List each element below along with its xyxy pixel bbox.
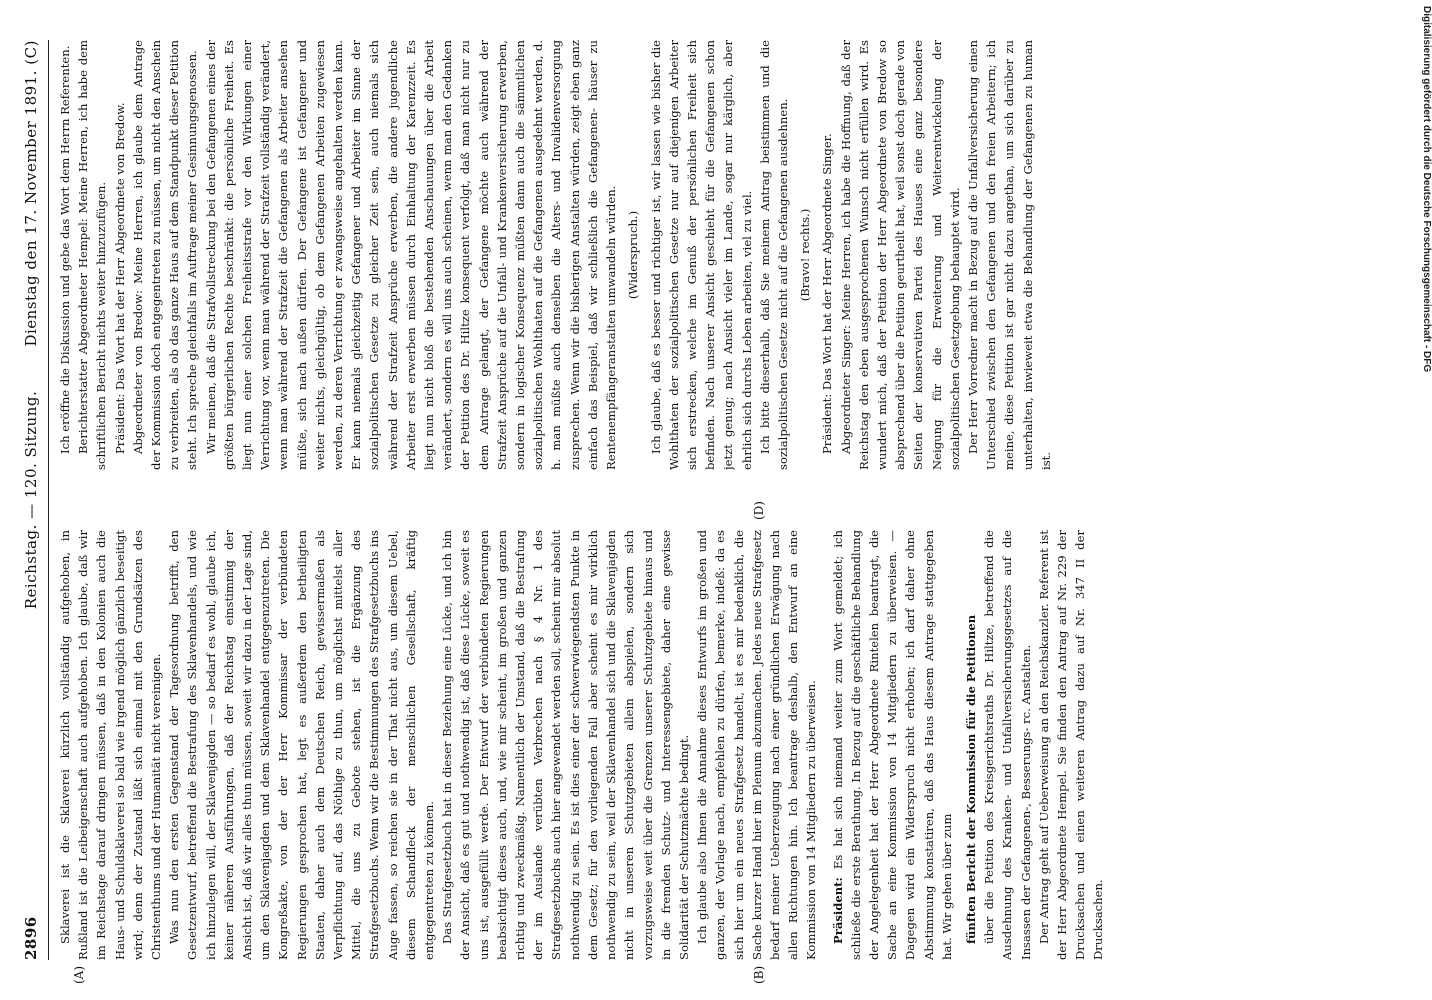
paragraph: Ich glaube also Ihnen die Annahme dieses Entwurfs im großen und ganzen, der Vorlage nach, empfehlen zu dürfen, bemerke, indeß: da es sich hier um ein neues Strafgesetz handelt, ist es mir bedenklich, die Sache kurzer Hand hier im Plenum abzumachen. Jedes neue Strafgesetz bedarf meiner Ueberzeugung nach einer gründlichen Erwägung nach allen Richtungen hin. Ich beantrage deshalb, den Entwurf an eine Kommission von 14 Mitgliedern zu überweisen. bbox=[695, 530, 819, 960]
paragraph: Was nun den ersten Gegenstand der Tagesordnung betrifft, den Gesetzentwurf, betreffend die Bestrafung des Sklavenhandels, und wie ich hinzulegen will, der Sklavenjagden — so bedarf es wohl, glaube ich, keiner näheren Ausführungen, daß der Reichstag einstimmig der Ansicht ist, daß wir alles thun müssen, soweit wir dazu in der Lage sind, um den Sklavenjagden und dem Sklavenhandel entgegenzutreten. Die Kongreßakte, von der der Herr Kommissar der verbündeten Regierungen gesprochen hat, legt es außerdem den betheiligten Staaten, daher auch dem Deutschen Reich, gewissermaßen als Verpflichtung auf, das Nöthige zu thun, um möglichst mittelst aller Mittel, die uns zu Gebote stehen, ist die Ergänzung des Strafgesetzbuchs. Wenn wir die Bestimmungen des Strafgesetzbuchs ins Auge fassen, so reichen sie in der That nicht aus, um diesem Uebel, diesem Schandfleck der menschlichen Gesellschaft, kräftig entgegentreten zu können. bbox=[167, 530, 437, 960]
paragraph: Das Strafgesetzbuch hat in dieser Beziehung eine Lücke, und ich bin der Ansicht, daß es gut und nothwendig ist, daß diese Lücke, soweit es uns ist, ausgefüllt werde. Der Entwurf der verbündeten Regierungen beabsichtigt dieses auch, und, wie mir scheint, im großen und ganzen richtig und zweckmäßig. Namentlich der Umstand, daß die Bestrafung der im Auslande verübten Verbrechen nach § 4 Nr. 1 des Strafgesetzbuchs auch hier angewendet werden soll, scheint mir absolut nothwendig zu sein. Es ist dies einer der schwerwiegendsten Punkte in dem Gesetz; für den vorliegenden Fall aber scheint es mir wirklich nothwendig zu sein, weil der Sklavenhandel sich und die Sklavenjagden nicht in unseren Schutzgebieten allein abspielen, sondern sich vorzugsweise weit über die Grenzen unserer Schutzgebiete hinaus und in die fremden Schutz- und Interessengebiete, daher eine gewisse Solidarität der Schutzmächte bedingt. bbox=[440, 530, 691, 960]
header-rule bbox=[48, 40, 49, 960]
paragraph: Abgeordneter Singer: Meine Herren, ich habe die Hoffnung, daß der Reichstag den eben ausgesprochenen Wunsch nicht erfüllen wird. Es wundert mich, daß der Petition der Herr Abgeordnete von Bredow so absprechend über die Petition geurtheilt hat, weil sonst doch gerade von Seiten der konservativen Partei des Hauses eine ganz besondere Neigung für die Erweiterung und Weiterentwickelung der sozialpolitischen Gesetzgebung behauptet wird. bbox=[838, 40, 962, 470]
paragraph: Der Herr Vorredner macht in Bezug auf die Unfallversicherung einen Unterschied zwischen den Gefangenen und den freien Arbeitern; ich meine, diese Petition ist gar nicht dazu angethan, um sich darüber zu unterhalten, inwieweit etwa die Behandlung der Gefangenen zu human ist. bbox=[965, 40, 1053, 470]
page-number: 2896 bbox=[22, 916, 40, 960]
margin-marker-a: (A) bbox=[72, 965, 86, 984]
paragraph: Präsident: Das Wort hat der Herr Abgeordnete von Bredow. bbox=[112, 102, 127, 454]
bericht-title: fünften Bericht der Kommission für die Petitionen bbox=[963, 614, 978, 944]
digitization-strip bbox=[1420, 0, 1432, 1000]
interjection-bravo: (Bravo! rechts.) bbox=[798, 208, 813, 302]
paragraph: Ich bitte dieserhalb, daß Sie meinem Antrag beistimmen und die sozialpolitischen Gesetze nicht auf die Gefangenen ausdehnen. bbox=[757, 40, 790, 470]
margin-marker-b: (B) bbox=[752, 965, 766, 984]
paragraph: Berichterstatter Abgeordneter Hempel: Meine Herren, ich habe dem schriftlichen Bericht nichts weiter hinzuzufügen. bbox=[76, 40, 109, 470]
header-date: Dienstag den 17. November 1891. bbox=[22, 70, 40, 347]
digitization-note: Digitalisierung gefördert durch die Deutsche Forschungsgemeinschaft - DFG bbox=[1421, 6, 1432, 373]
scanned-page bbox=[12, 10, 1412, 990]
president-remark: Präsident: Das Wort hat der Herr Abgeordnete Singer. bbox=[820, 133, 835, 454]
paragraph: Ich glaube, daß es besser und richtiger ist, wir lassen wie bisher die Wohlthaten der sozialpolitischen Gesetze nur auf diejenigen Arbeiter sich erstrecken, welche im Genuß der persönlichen Freiheit sich befinden. Nach unserer Ansicht geschieht für die Gefangenen schon jetzt genug; nach Ansicht vieler im Lande, sogar nur kärglich, aber ehrlich sich durchs Leben arbeiten, viel zu viel. bbox=[648, 40, 754, 470]
paragraph: Sklaverei ist die Sklaverei kürzlich vollständig aufgehoben, in Rußland ist die Leibeigenschaft auch aufgehoben. Ich glaube, daß wir im Reichstage darauf dringen müssen, daß in den Kolonien auch die Haus- und Schuldsklaverei so bald wie irgend möglich gänzlich beseitigt wird; denn der Zustand läßt sich einmal mit den Grundsätzen des Christenthums und der Humanität nicht vereinigen. bbox=[58, 530, 164, 960]
bericht-text: über die Petition des Kreisgerichtsraths Dr. Hiltze, betreffend die Ausdehnung des Kranken- und Unfallversicherungsgesetzes auf die Insassen der Gefangenen-, Besserungs- rc. Anstalten. bbox=[982, 530, 1033, 960]
president-remark bbox=[829, 530, 956, 960]
speaker-text: Es hat sich niemand weiter zum Wort gemeldet; ich schließe die erste Berathung. In Bezug auf die geschäftliche Behandlung der Angelegenheit hat der Herr Abgeordnete Rintelen beantragt, die Sache an eine Kommission von 14 Mitgliedern zu überweisen. — Dagegen wird ein Widerspruch nicht erhoben; ich darf daher ohne Abstimmung konstatiren, daß das Haus diesem Antrage stattgegeben hat. Wir gehen über zum bbox=[830, 530, 954, 960]
margin-marker-d: (D) bbox=[752, 501, 766, 520]
right-column bbox=[56, 40, 1392, 470]
bericht-antrag: Der Antrag geht auf Ueberweisung an den Reichskanzler. Referent ist der Herr Abgeordnete Hempel. Sie finden den Antrag auf Nr. 229 der Drucksachen und einen weiteren Antrag dazu auf Nr. 347 II der Drucksachen. bbox=[1036, 530, 1106, 960]
header-marker: (C) bbox=[22, 40, 40, 65]
paragraph: Abgeordneter von Bredow: Meine Herren, ich glaube dem Antrage der Kommission doch entgegentreten zu müssen, um nicht den Anschein zu verbreiten, als ob das ganze Haus auf dem Standpunkt dieser Petition steht. Ich spreche gleichfalls im Auftrage meiner Gesinnungsgenossen. bbox=[130, 40, 200, 470]
interjection-widerspruch: (Widerspruch.) bbox=[626, 210, 641, 300]
paragraph: Ich eröffne die Diskussion und gebe das Wort dem Herrn Referenten. bbox=[58, 45, 72, 454]
paragraph: Wir meinen, daß die Strafvollstreckung bei den Gefangenen eines der größten bürgerlichen Rechte beschränkt: die persönliche Freiheit. Es liegt nun einer solchen Freiheitsstrafe vor den Wirkungen einer Verrichtung vor, wenn man während der Strafzeit vollständig verändert, wenn man während der Strafzeit die Gefangenen als Arbeiter ansehen müßte, sich nach außen dürfen. Der Gefangene ist Gefangener und weiter nichts, gleichgültig, ob dem Gefangenen Arbeiten zugewiesen werden, zu deren Verrichtung er zwangsweise angehalten werden kann. Er kann niemals gleichzeitig Gefangener und Arbeiter im Sinne der sozialpolitischen Gesetze zu gleicher Zeit sein, auch niemals sich während der Strafzeit Ansprüche erwerben, die andere jugendliche Arbeiter erst erwerben müssen durch Einhaltung der Karenzzeit. Es liegt nun nicht bloß die bestehenden Anschauungen über die Arbeit verändert, sondern es will uns auch scheinen, wenn man den Gedanken der Petition des Dr. Hiltze konsequent verfolgt, daß man nicht nur zu dem Antrage gelangt, der Gefangene möchte auch während der Strafzeit Ansprüche auf die Unfall- und Krankenversicherung erwerben, sondern in logischer Konsequenz müßten dann auch die sämmtlichen sozialpolitischen Wohlthaten auf die Gefangenen ausgedehnt werden, d. h. man müßte auch denselben die Alters- und Invalidenversorgung zusprechen. Wenn wir die bisherigen Anstalten würden, zeigt eben ganz einfach das Beispiel, daß wir schließlich die Gefangenen- häuser zu Rentenempfängeranstalten umwandeln würden. bbox=[203, 40, 619, 470]
right-header bbox=[18, 40, 46, 470]
speaker-label: Präsident: bbox=[830, 877, 845, 944]
header-title: Reichstag. — 120. Sitzung. bbox=[22, 390, 40, 610]
left-column bbox=[56, 530, 1392, 960]
